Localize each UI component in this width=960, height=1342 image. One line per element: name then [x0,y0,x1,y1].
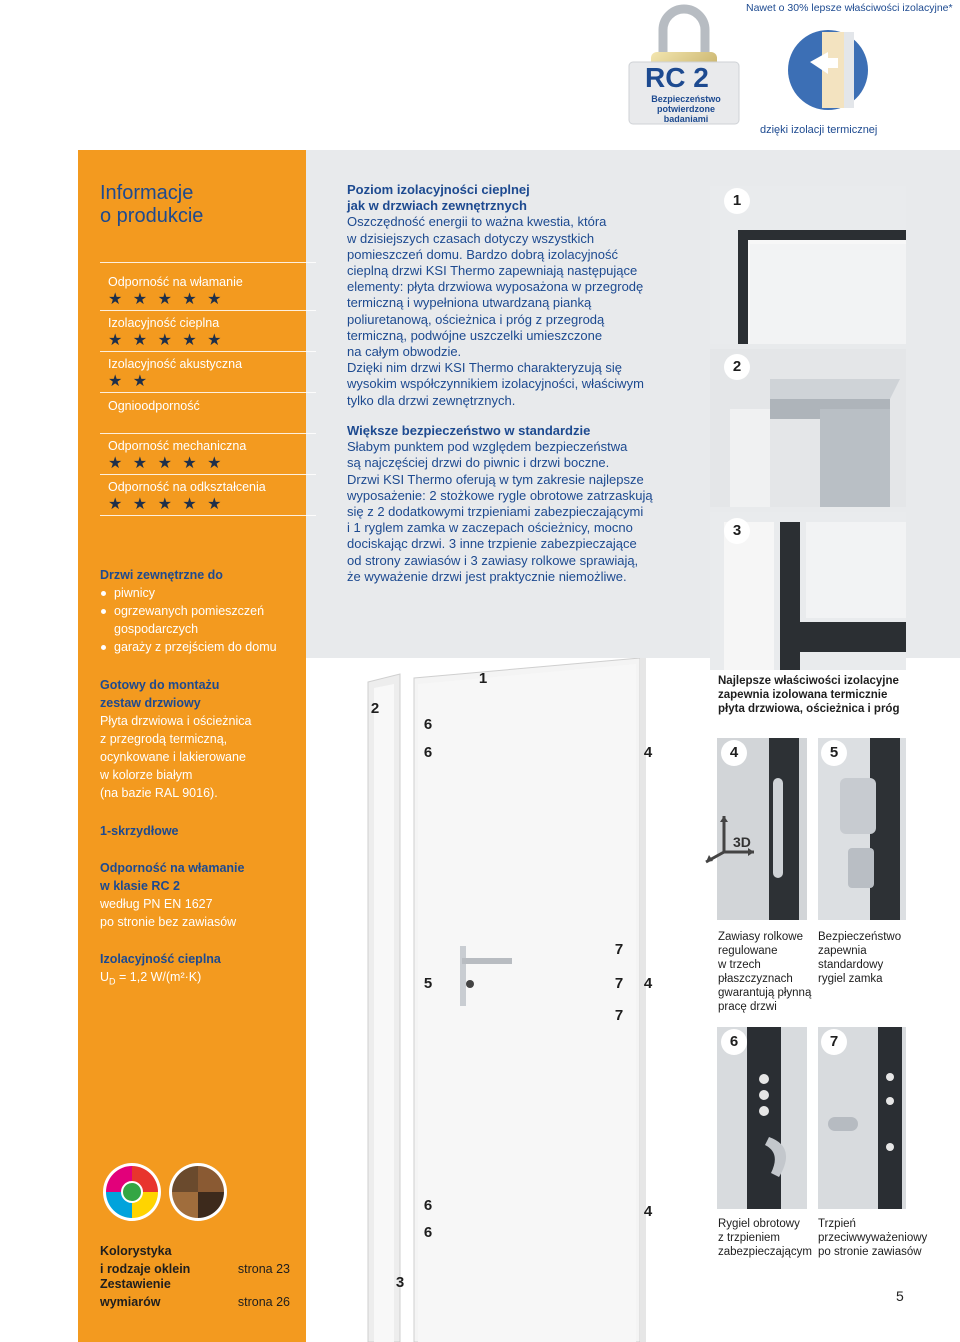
rating-label: Izolacyjność cieplna [108,316,220,330]
marker-2-top: 2 [724,354,750,380]
caption-line: Rygiel obrotowy [718,1218,800,1230]
caption-line: po stronie zawiasów [818,1246,922,1258]
marker-7-door-c: 7 [614,1007,624,1024]
paragraph-line: że wyważenie drzwi jest praktycznie niemożliwe. [347,568,627,584]
paragraph-line: elementy: płyta drzwiowa wyposażona w przegrodę [347,279,644,295]
marker-7-pin: 7 [821,1029,847,1055]
caption-line: Najlepsze właściwości izolacyjne [718,675,899,687]
paragraph-line: i 1 ryglem zamka w zaczepach ościeżnicy, mocno [347,520,633,536]
security-paragraph [347,423,699,585]
paragraph-line: wyposażenie: 2 stożkowe rygle obrotowe zatrzaskują [347,487,653,503]
page-title-line-1: Informacje [100,182,194,204]
marker-6-door-d: 6 [423,1224,433,1241]
caption-line: zabezpieczającym [718,1246,812,1258]
paragraph-line: w dzisiejszych czasach dotyczy wszystkich [347,230,595,246]
caption-line: gwarantują płynną [718,987,812,999]
marker-4-hinge: 4 [721,740,747,766]
insulation-badge-top-text: Nawet o 30% lepsze właściwości izolacyjne* [746,2,953,14]
caption-line: Trzpień [818,1218,856,1230]
caption-line: regulowane [718,945,778,957]
anti-lift-pin-caption [818,1217,948,1259]
marker-3-door: 3 [395,1274,405,1291]
marker-7-door-a: 7 [614,941,624,958]
burglary-heading-1: Odporność na włamanie [100,861,245,875]
paragraph-line: od strony zawiasów i 3 zawiasy rolkowe sprawiają, [347,552,639,568]
insulation-badge-icon [770,18,890,128]
page-title-line-2: o produkcie [100,205,204,227]
marker-3-top: 3 [724,518,750,544]
paragraph-line: termiczną i wypełniona utwardzaną pianką [347,295,592,311]
star-rating: ★ ★ ★ ★ ★ [108,291,225,308]
insulation-badge-bottom-text: dzięki izolacji termicznej [760,124,878,136]
star-rating: ★ ★ ★ ★ ★ [108,332,225,349]
caption-line: Bezpieczeństwo [818,931,902,943]
burglary-text-1: według PN EN 1627 [100,897,213,911]
burglary-section [100,859,300,931]
burglary-text-2: po stronie bez zawiasów [100,915,237,929]
divider [100,515,316,516]
caption-line: standardowy [818,959,884,971]
marker-5-lock: 5 [821,740,847,766]
dimensions-heading-1: Zestawienie [100,1277,171,1291]
rating-label: Odporność na odkształcenia [108,480,266,494]
divider [100,474,316,475]
dimensions-heading-2: wymiarów [100,1295,161,1309]
rating-fire [108,398,200,414]
colors-heading-1: Kolorystyka [100,1244,172,1258]
single-leaf-section [100,822,300,840]
marker-2-door: 2 [370,700,380,717]
caption-line: zapewnia [818,945,867,957]
paragraph-line: się z 2 dodatkowymi trzpieniami zabezpieczającymi [347,504,644,520]
rating-label: Ognioodporność [108,399,200,413]
star-rating: ★ ★ [108,373,151,390]
doors-section [100,566,300,656]
wood-swatch-icon [168,1162,228,1222]
hinge-caption [718,930,818,1014]
dimensions-row [100,1293,290,1311]
ready-section [100,676,300,802]
paragraph-line: Drzwi KSI Thermo oferują w tym zakresie najlepsze [347,471,644,487]
paragraph-line: pomieszczeń domu. Bardzo dobrą izolacyjność [347,246,618,262]
paragraph-line: cieplną drzwi KSI Thermo zapewniają następujące [347,263,638,279]
rating-acoustic [108,356,242,392]
list-item: ogrzewanych pomieszczeń gospodarczych [100,602,300,638]
paragraph-line: są najczęściej drzwi do piwnic i drzwi boczne. [347,455,610,471]
ready-heading-1: Gotowy do montażu [100,678,220,692]
colors-page: strona 23 [237,1262,290,1276]
marker-4-door-b: 4 [643,975,653,992]
caption-line: pracę drzwi [718,1001,777,1013]
colors-heading-2: i rodzaje oklein [100,1262,191,1276]
caption-line: w trzech [718,959,761,971]
marker-6-door-c: 6 [423,1197,433,1214]
caption-line: przeciwwyważeniowy [818,1232,928,1244]
ready-heading-2: zestaw drzwiowy [100,696,201,710]
thermal-rest: = 1,2 W/(m²·K) [115,970,202,984]
marker-4-door-a: 4 [643,744,653,761]
page-title [100,182,300,228]
caption-line: płaszczyznach [718,973,793,985]
caption-line: zapewnia izolowana termicznie [718,689,888,701]
rating-burglary [108,274,243,310]
marker-1-top: 1 [724,188,750,214]
thermal-value [100,968,300,991]
caption-line: z trzpieniem [718,1232,780,1244]
doors-list [100,584,300,656]
paragraph-line: tylko dla drzwi zewnętrznych. [347,392,516,408]
divider [100,433,316,434]
rating-label: Izolacyjność akustyczna [108,357,243,371]
marker-6-door-a: 6 [423,716,433,733]
rotary-bolt-caption [718,1217,818,1259]
paragraph-line: dociskając drzwi. 3 inne trzpienie zabezpieczające [347,536,637,552]
rc2-line-1: Bezpieczeństwo [651,94,721,104]
paragraph-heading: Większe bezpieczeństwo w standardzie [347,423,591,438]
marker-5-door: 5 [423,975,433,992]
marker-6-bolt: 6 [721,1029,747,1055]
colors-link[interactable] [100,1242,300,1278]
paragraph-heading-2: jak w drzwiach zewnętrznych [347,198,527,214]
insulation-paragraph [347,182,699,409]
page-number: 5 [896,1288,904,1304]
paragraph-line: na całym obwodzie. [347,344,462,360]
rc2-line-3: badaniami [663,114,709,124]
rc2-title: RC 2 [645,62,709,93]
color-swatch-icon [102,1162,162,1222]
thermal-u: U [100,970,110,984]
rc2-line-2: potwierdzone [657,104,715,114]
rating-label: Odporność na włamanie [108,275,243,289]
dimensions-page: strona 26 [237,1295,290,1309]
single-leaf-heading: 1-skrzydłowe [100,824,179,838]
ready-text-1: Płyta drzwiowa i ościeżnica [100,714,252,728]
marker-6-door-b: 6 [423,744,433,761]
list-item: piwnicy [100,584,300,602]
3d-adjust-icon [702,808,762,866]
insulation-caption [718,674,948,716]
divider [100,351,316,352]
paragraph-line: poliuretanową, ościeżnica i próg z przegrodą [347,311,605,327]
paragraph-line: termiczną, podwójne uszczelki umieszczone [347,327,603,343]
paragraph-line: Oszczędność energii to ważna kwestia, która [347,214,607,230]
rating-thermal [108,315,225,351]
doors-heading: Drzwi zewnętrzne do [100,568,223,582]
ready-text-5: (na bazie RAL 9016). [100,786,218,800]
3d-label: 3D [733,834,751,850]
star-rating: ★ ★ ★ ★ ★ [108,455,225,472]
paragraph-heading-1: Poziom izolacyjności cieplnej [347,182,530,197]
paragraph-line: Dzięki nim drzwi KSI Thermo charakteryzują się [347,360,623,376]
caption-line: Zawiasy rolkowe [718,931,803,943]
paragraph-line: wysokim współczynnikiem izolacyjności, właściwym [347,376,644,392]
thermal-section [100,950,300,991]
marker-4-door-c: 4 [643,1203,653,1220]
lock-caption [818,930,938,986]
rating-deformation [108,479,266,515]
divider [100,262,316,263]
ready-text-4: w kolorze białym [100,768,193,782]
ready-text-3: ocynkowane i lakierowane [100,750,246,764]
caption-line: płyta drzwiowa, ościeżnica i próg [718,703,900,715]
dimensions-link[interactable] [100,1275,300,1311]
ready-text-2: z przegrodą termiczną, [100,732,228,746]
star-rating: ★ ★ ★ ★ ★ [108,496,225,513]
thermal-sub: D [109,976,116,987]
list-item: garaży z przejściem do domu [100,638,300,656]
divider [100,310,316,311]
paragraph-line: Słabym punktem pod względem bezpieczeństwa [347,439,628,455]
marker-1-door: 1 [478,670,488,687]
thermal-heading: Izolacyjność cieplna [100,952,221,966]
burglary-heading-2: w klasie RC 2 [100,879,180,893]
rating-label: Odporność mechaniczna [108,439,247,453]
caption-line: rygiel zamka [818,973,883,985]
marker-7-door-b: 7 [614,975,624,992]
rating-mechanical [108,438,246,474]
divider [100,392,316,393]
